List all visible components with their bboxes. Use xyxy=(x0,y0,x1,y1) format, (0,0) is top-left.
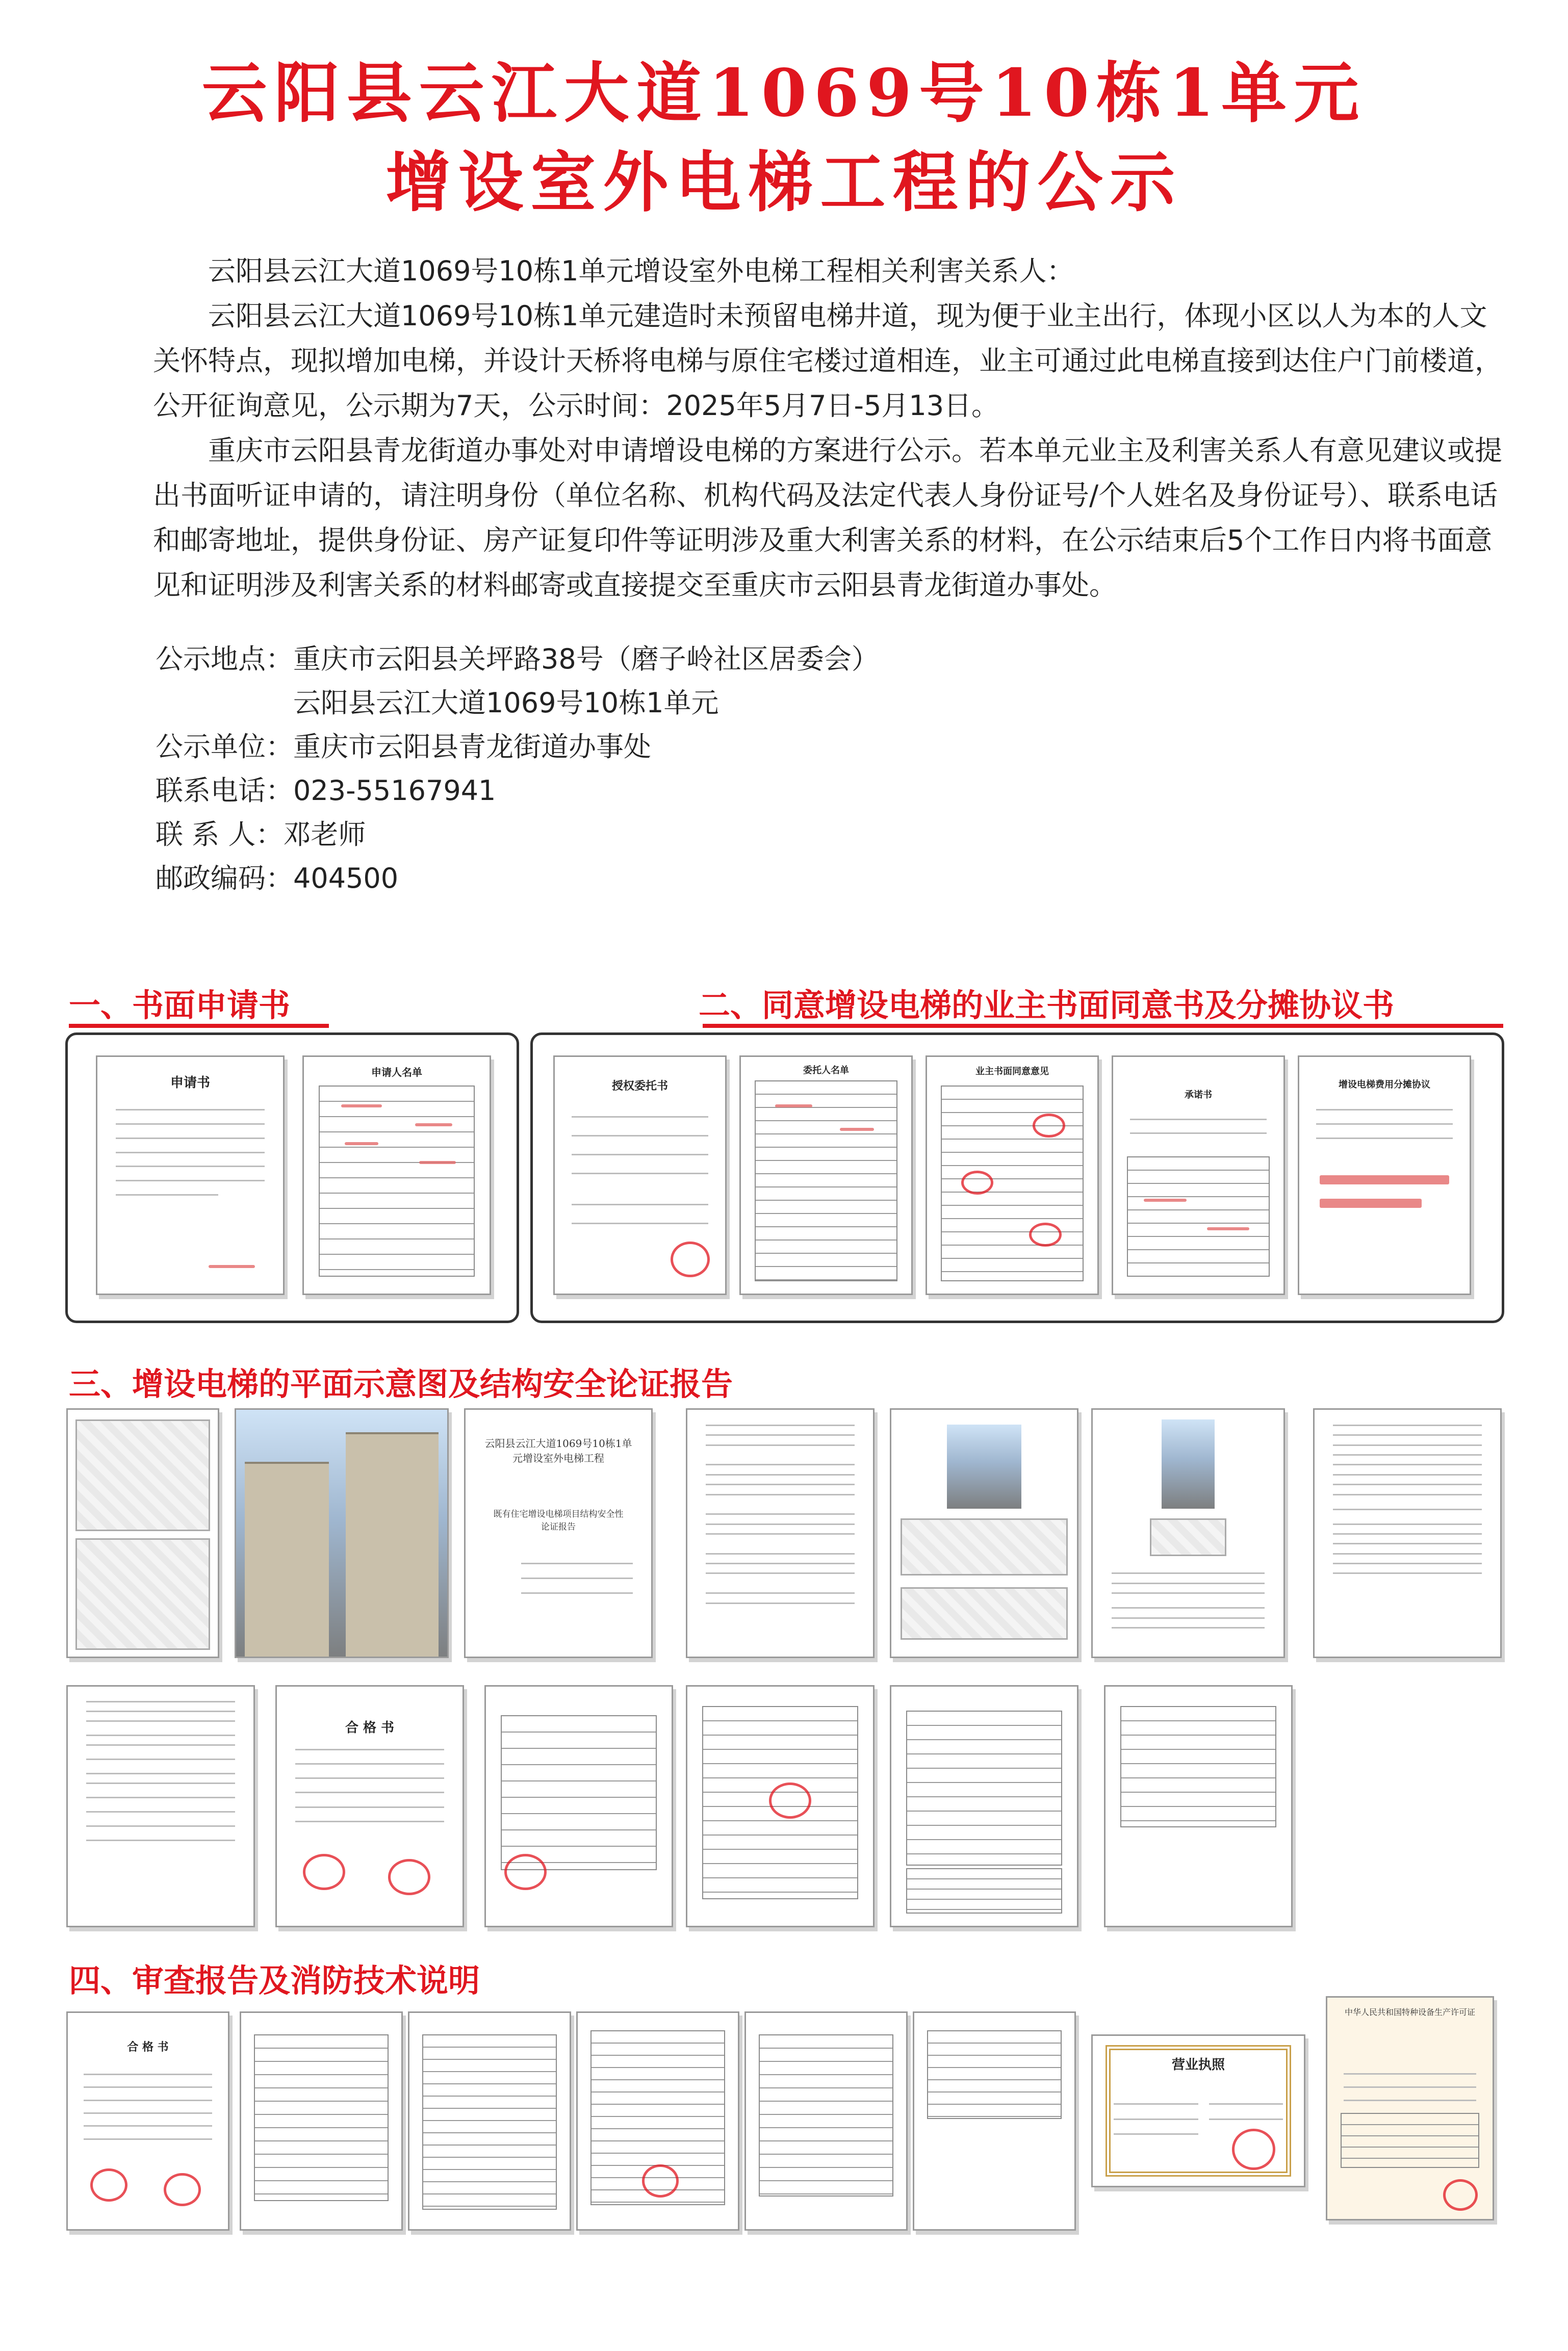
business-license-title: 营业执照 xyxy=(1171,2057,1225,2073)
delegate-list-title: 委托人名单 xyxy=(803,1065,849,1076)
notice-body xyxy=(153,249,1504,608)
authorization-doc xyxy=(553,1055,727,1295)
fire-review-3-doc xyxy=(576,2011,739,2231)
location-1: 重庆市云阳县关坪路38号（磨子岭社区居委会） xyxy=(293,643,879,675)
elevator-drawing-doc xyxy=(890,1408,1078,1658)
section-4-heading: 四、审查报告及消防技术说明 xyxy=(69,1962,480,1999)
section-2-heading: 二、同意增设电梯的业主书面同意书及分摊协议书 xyxy=(699,987,1395,1024)
site-plan-doc xyxy=(66,1408,219,1658)
elevator-elevation-doc xyxy=(1091,1408,1285,1658)
owner-consent-doc xyxy=(926,1055,1099,1295)
business-license-doc xyxy=(1091,2034,1305,2187)
review-form-3-doc xyxy=(890,1685,1078,1927)
location-label: 公示地点： xyxy=(156,643,293,675)
location-2: 云阳县云江大道1069号10栋1单元 xyxy=(293,687,719,719)
paragraph-1: 云阳县云江大道1069号10栋1单元建造时未预留电梯井道，现为便于业主出行，体现小区以人为本的人文关怀特点，现拟增加电梯，并设计天桥将电梯与原住宅楼过道相连，业主可通过此电梯直接到达住户门前楼道，公开征询意见，公示期为7天，公示时间：2025年5月7日-5月13日。 xyxy=(153,300,1502,422)
postcode-label: 邮政编码： xyxy=(156,862,293,894)
consent-panel xyxy=(530,1032,1504,1323)
cost-agreement-doc xyxy=(1298,1055,1471,1295)
application-letter-doc xyxy=(96,1055,285,1295)
authorization-title: 授权委托书 xyxy=(611,1080,668,1093)
review-form-1-doc xyxy=(484,1685,673,1927)
fire-review-1-doc xyxy=(240,2011,403,2231)
certificate-title: 合 格 书 xyxy=(345,1720,395,1736)
safety-report-cover-doc xyxy=(464,1408,653,1658)
report-references-doc xyxy=(1313,1408,1502,1658)
section-1-heading: 一、书面申请书 xyxy=(69,987,291,1024)
report-page-1-doc xyxy=(686,1408,875,1658)
paragraph-2: 重庆市云阳县青龙街道办事处对申请增设电梯的方案进行公示。若本单元业主及利害关系人有意见建议或提出书面听证申请的，请注明身份（单位名称、机构代码及法定代表人身份证号/个人姓名及身份证号）、联系电话和邮寄地址，提供身份证、房产证复印件等证明涉及重大利害关系的材料，在公示结束后5个工作日内将书面意见和证明涉及利害关系的材料邮寄或直接提交至重庆市云阳县青龙街道办事处。 xyxy=(153,434,1502,601)
salutation: 云阳县云江大道1069号10栋1单元增设室外电梯工程相关利害关系人： xyxy=(208,255,1074,287)
fire-review-4-doc xyxy=(744,2011,908,2231)
applicant-list-doc xyxy=(302,1055,491,1295)
owner-consent-title: 业主书面同意意见 xyxy=(975,1066,1049,1077)
fire-review-2-doc xyxy=(408,2011,571,2231)
unit-value: 重庆市云阳县青龙街道办事处 xyxy=(293,731,651,763)
report-cover-title: 云阳县云江大道1069号10栋1单元增设室外电梯工程 xyxy=(484,1437,632,1464)
cost-agreement-title: 增设电梯费用分摊协议 xyxy=(1339,1079,1430,1090)
application-letter-title: 申请书 xyxy=(170,1075,210,1091)
contact-value: 邓老师 xyxy=(283,818,366,850)
phone-label: 联系电话： xyxy=(156,774,293,807)
section-2-rule xyxy=(703,1024,1503,1028)
contact-info xyxy=(156,637,879,900)
applicant-list-title: 申请人名单 xyxy=(371,1066,422,1078)
application-panel xyxy=(65,1032,519,1323)
report-conclusion-doc xyxy=(66,1685,255,1927)
review-certificate-title: 合 格 书 xyxy=(127,2041,169,2054)
contact-label: 联 系 人： xyxy=(156,818,284,850)
review-form-4-doc xyxy=(1104,1685,1293,1927)
section-1-rule xyxy=(69,1024,329,1028)
review-certificate-doc xyxy=(66,2011,229,2231)
building-photo xyxy=(235,1408,449,1658)
pledge-doc xyxy=(1112,1055,1285,1295)
review-form-2-doc xyxy=(686,1685,875,1927)
phone-value: 023-55167941 xyxy=(293,774,496,807)
notice-title-line2: 增设室外电梯工程的公示 xyxy=(385,144,1183,221)
permit-title: 中华人民共和国特种设备生产许可证 xyxy=(1344,2007,1475,2017)
fire-review-5-doc xyxy=(913,2011,1076,2231)
notice-title-line1: 云阳县云江大道1069号10栋1单元 xyxy=(201,55,1367,132)
certificate-doc xyxy=(275,1685,464,1927)
section-3-heading: 三、增设电梯的平面示意图及结构安全论证报告 xyxy=(69,1365,733,1403)
report-cover-subtitle: 既有住宅增设电梯项目结构安全性论证报告 xyxy=(493,1509,624,1532)
postcode-value: 404500 xyxy=(293,862,399,894)
unit-label: 公示单位： xyxy=(156,731,293,763)
pledge-title: 承诺书 xyxy=(1185,1090,1212,1100)
delegate-list-doc xyxy=(739,1055,913,1295)
special-equipment-permit-doc xyxy=(1326,1996,1494,2220)
